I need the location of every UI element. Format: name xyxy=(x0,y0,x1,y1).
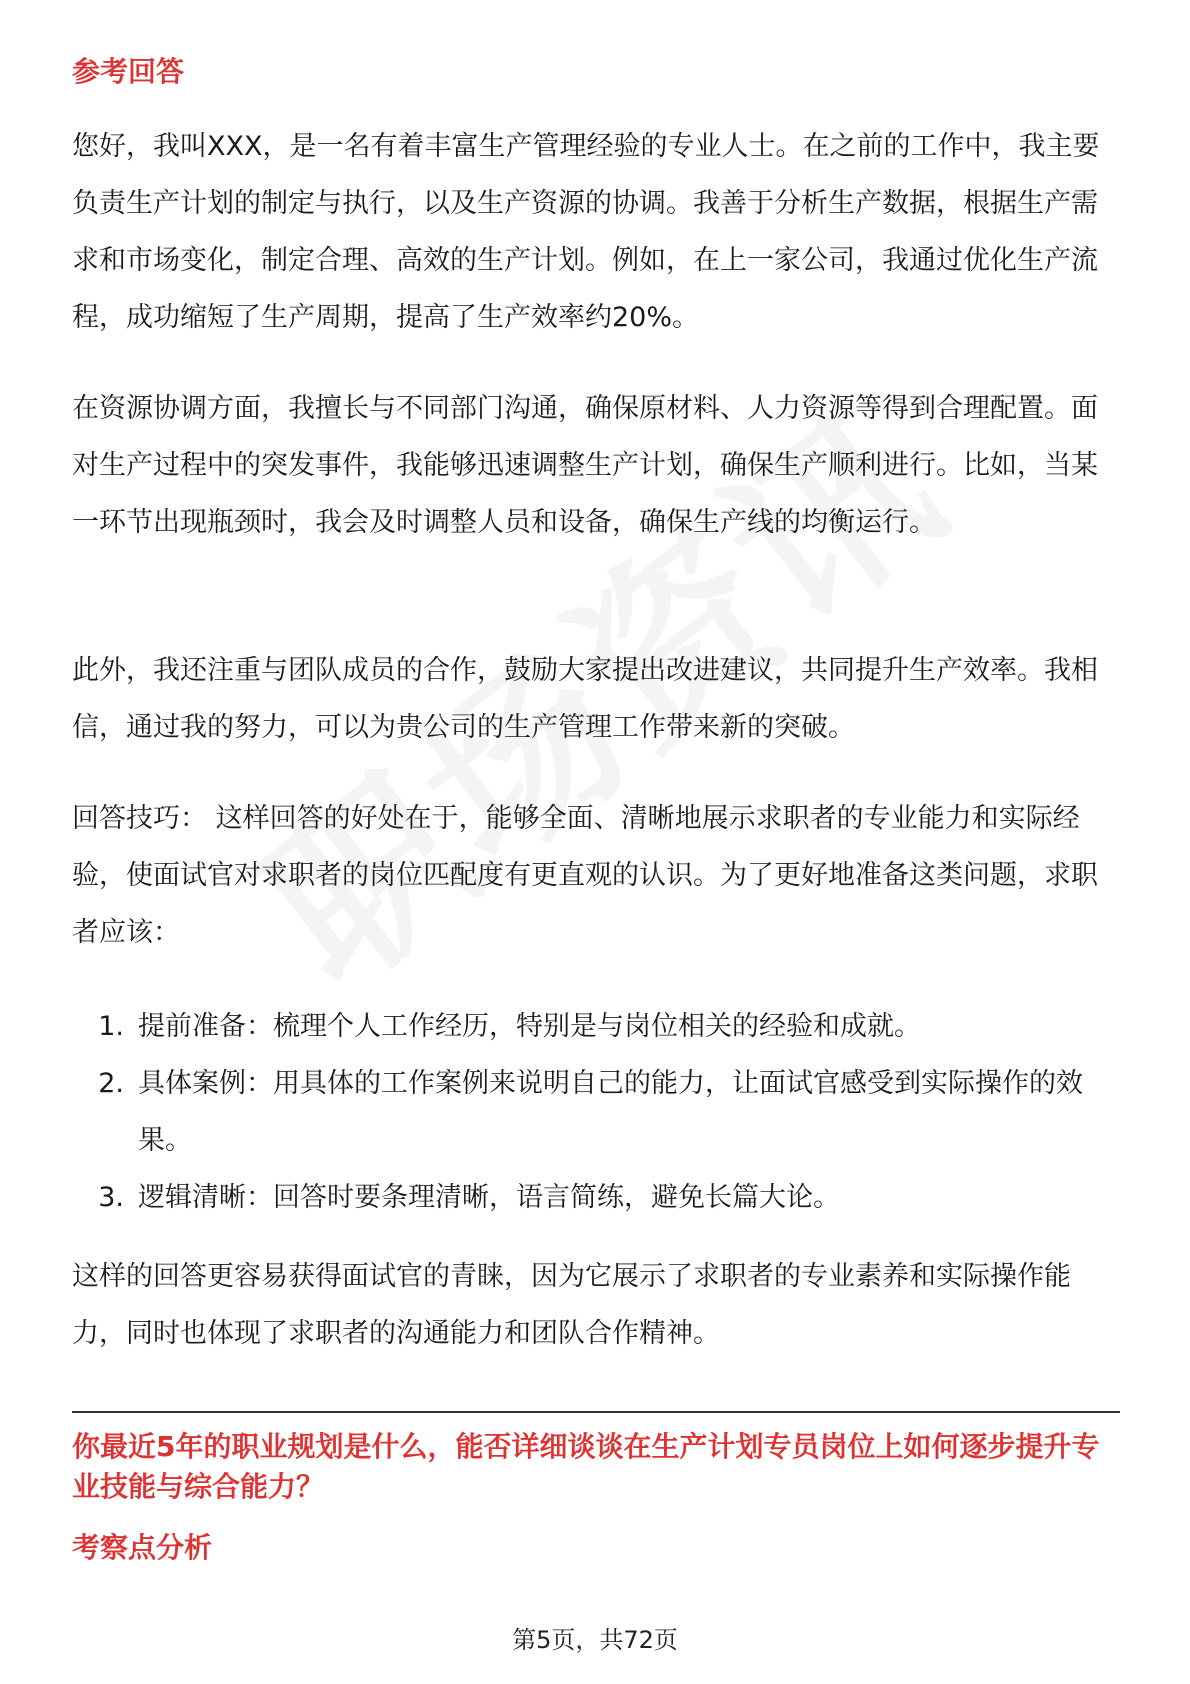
answer-paragraph-2: 在资源协调方面，我擅长与不同部门沟通，确保原材料、人力资源等得到合理配置。面对生产过程中的突发事件，我能够迅速调整生产计划，确保生产顺利进行。比如，当某一环节出现瓶颈时，我会及时调整人员和设备，确保生产线的均衡运行。 xyxy=(72,393,1098,538)
page-footer: 第5页，共72页 xyxy=(512,1626,678,1654)
closing-paragraph: 这样的回答更容易获得面试官的青睐，因为它展示了求职者的专业素养和实际操作能力，同时也体现了求职者的沟通能力和团队合作精神。 xyxy=(72,1261,1071,1349)
answer-paragraph-3: 此外，我还注重与团队成员的合作，鼓励大家提出改进建议，共同提升生产效率。我相信，通过我的努力，可以为贵公司的生产管理工作带来新的突破。 xyxy=(72,655,1098,743)
section-title-analysis: 考察点分析 xyxy=(72,1531,213,1564)
list-item xyxy=(72,1169,1120,1226)
list-item-text: 具体案例：用具体的工作案例来说明自己的能力，让面试官感受到实际操作的效果。 xyxy=(138,1068,1083,1156)
section-divider xyxy=(72,1411,1120,1413)
next-question-heading: 你最近5年的职业规划是什么，能否详细谈谈在生产计划专员岗位上如何逐步提升专业技能与综合能力？ xyxy=(72,1430,1100,1503)
list-item-number: 1. xyxy=(98,1011,124,1042)
list-item xyxy=(72,998,1120,1055)
list-item-number: 3. xyxy=(98,1182,124,1213)
tips-list xyxy=(72,998,1120,1226)
list-item-text: 提前准备：梳理个人工作经历，特别是与岗位相关的经验和成就。 xyxy=(138,1011,921,1042)
list-item-number: 2. xyxy=(98,1068,124,1099)
list-item-text: 逻辑清晰：回答时要条理清晰，语言简练，避免长篇大论。 xyxy=(138,1182,840,1213)
answer-paragraph-1: 您好，我叫XXX，是一名有着丰富生产管理经验的专业人士。在之前的工作中，我主要负责生产计划的制定与执行，以及生产资源的协调。我善于分析生产数据，根据生产需求和市场变化，制定合理、高效的生产计划。例如，在上一家公司，我通过优化生产流程，成功缩短了生产周期，提高了生产效率约20%。 xyxy=(72,131,1100,333)
section-title-reference: 参考回答 xyxy=(72,55,185,88)
list-item xyxy=(72,1055,1120,1169)
answer-tips-intro: 回答技巧： 这样回答的好处在于，能够全面、清晰地展示求职者的专业能力和实际经验，使面试官对求职者的岗位匹配度有更直观的认识。为了更好地准备这类问题，求职者应该： xyxy=(72,803,1098,948)
